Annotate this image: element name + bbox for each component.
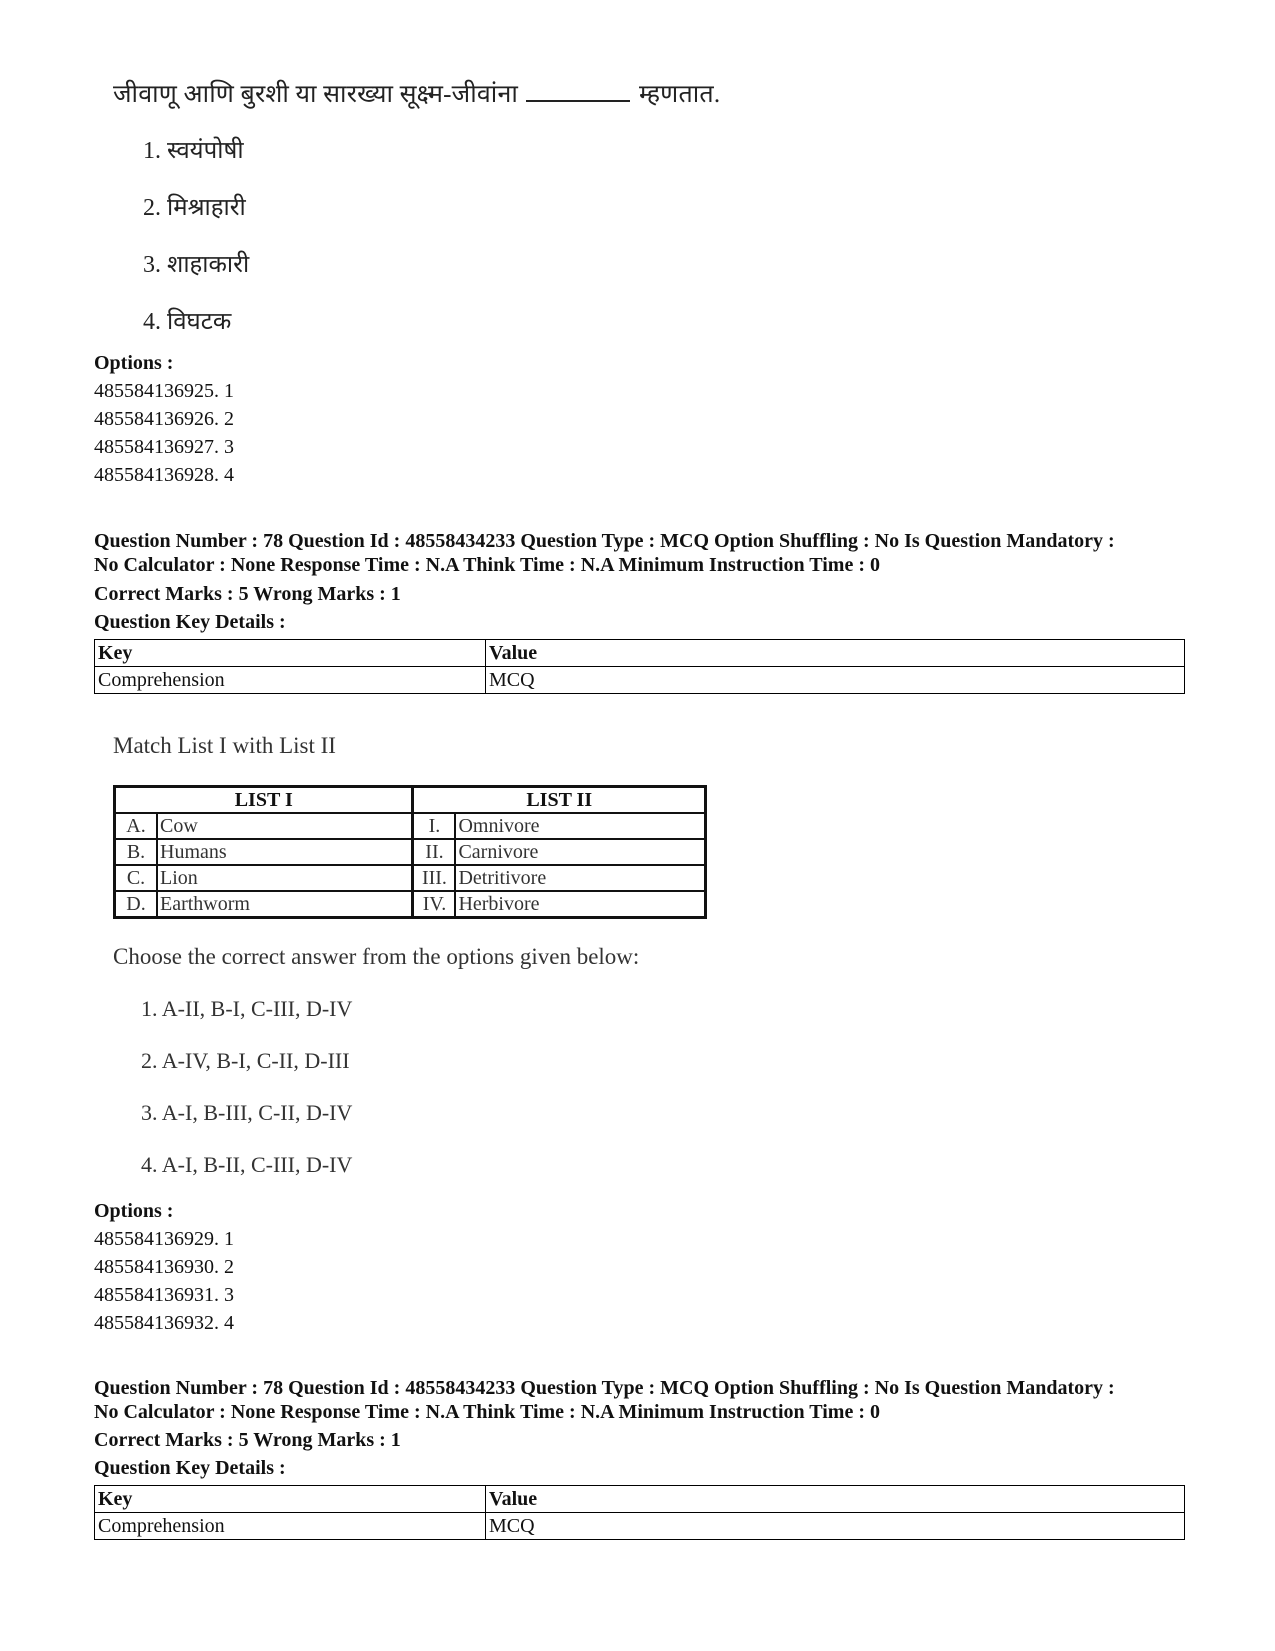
- option-3: 485584136931. 3: [94, 1284, 234, 1306]
- key-details-label: Question Key Details :: [94, 611, 286, 633]
- table-header-value: Value: [486, 1486, 1185, 1513]
- option-4: 485584136932. 4: [94, 1312, 234, 1334]
- table-row: [115, 865, 706, 891]
- table-header-key: Key: [95, 1486, 486, 1513]
- question-text-before: जीवाणू आणि बुरशी या सारख्या सूक्ष्म-जीवांना: [113, 81, 519, 108]
- table-cell-value: MCQ: [486, 667, 1185, 694]
- list-1-letter: A.: [115, 813, 158, 839]
- table-header-row: [95, 1486, 1185, 1513]
- list-1-header: LIST I: [115, 787, 413, 814]
- choice-1: 1. A-II, B-I, C-III, D-IV: [141, 996, 353, 1021]
- list-1-item: Humans: [157, 839, 413, 865]
- list-2-numeral: III.: [413, 865, 456, 891]
- key-details-table: [94, 1485, 1185, 1540]
- list-2-item: Detritivore: [455, 865, 705, 891]
- list-2-item: Omnivore: [455, 813, 705, 839]
- question-meta-line-2: No Calculator : None Response Time : N.A Think Time : N.A Minimum Instruction Time : 0: [94, 554, 880, 576]
- marks-line: Correct Marks : 5 Wrong Marks : 1: [94, 1429, 401, 1451]
- options-label: Options :: [94, 352, 174, 374]
- table-cell-value: MCQ: [486, 1513, 1185, 1540]
- table-header-key: Key: [95, 640, 486, 667]
- key-details-label: Question Key Details :: [94, 1457, 286, 1479]
- answer-blank: [526, 78, 630, 102]
- match-lists-table: [113, 785, 707, 919]
- choice-4: 4. विघटक: [143, 309, 232, 335]
- question-meta: [94, 1376, 1204, 1424]
- table-cell-key: Comprehension: [95, 667, 486, 694]
- list-2-numeral: IV.: [413, 891, 456, 918]
- list-1-letter: D.: [115, 891, 158, 918]
- table-row: [115, 891, 706, 918]
- list-2-item: Carnivore: [455, 839, 705, 865]
- list-2-numeral: II.: [413, 839, 456, 865]
- table-row: [95, 1513, 1185, 1540]
- option-2: 485584136930. 2: [94, 1256, 234, 1278]
- key-details-table: [94, 639, 1185, 694]
- table-cell-key: Comprehension: [95, 1513, 486, 1540]
- marks-line: Correct Marks : 5 Wrong Marks : 1: [94, 583, 401, 605]
- option-4: 485584136928. 4: [94, 464, 234, 486]
- list-1-item: Lion: [157, 865, 413, 891]
- list-1-letter: C.: [115, 865, 158, 891]
- choice-4: 4. A-I, B-II, C-III, D-IV: [141, 1152, 353, 1177]
- table-header-value: Value: [486, 640, 1185, 667]
- list-1-item: Earthworm: [157, 891, 413, 918]
- question-meta-line-2: No Calculator : None Response Time : N.A Think Time : N.A Minimum Instruction Time : 0: [94, 1401, 880, 1423]
- lists-header-row: [115, 787, 706, 814]
- question-text: [113, 76, 720, 110]
- list-2-header: LIST II: [413, 787, 706, 814]
- list-2-numeral: I.: [413, 813, 456, 839]
- option-3: 485584136927. 3: [94, 436, 234, 458]
- question-meta: [94, 529, 1204, 577]
- list-1-letter: B.: [115, 839, 158, 865]
- list-1-item: Cow: [157, 813, 413, 839]
- choice-3: 3. A-I, B-III, C-II, D-IV: [141, 1100, 353, 1125]
- option-1: 485584136925. 1: [94, 380, 234, 402]
- table-row: [115, 839, 706, 865]
- choose-instruction: Choose the correct answer from the options given below:: [113, 944, 640, 969]
- question-text-after: म्हणतात.: [638, 81, 721, 108]
- choice-2: 2. A-IV, B-I, C-II, D-III: [141, 1048, 350, 1073]
- list-2-item: Herbivore: [455, 891, 705, 918]
- table-header-row: [95, 640, 1185, 667]
- options-label: Options :: [94, 1200, 174, 1222]
- question-meta-line-1: Question Number : 78 Question Id : 48558434233 Question Type : MCQ Option Shuffling : No Is Question Mandatory :: [94, 530, 1115, 552]
- choice-1: 1. स्वयंपोषी: [143, 138, 244, 164]
- option-1: 485584136929. 1: [94, 1228, 234, 1250]
- question-meta-line-1: Question Number : 78 Question Id : 48558434233 Question Type : MCQ Option Shuffling : No Is Question Mandatory :: [94, 1377, 1115, 1399]
- table-row: [115, 813, 706, 839]
- option-2: 485584136926. 2: [94, 408, 234, 430]
- choice-2: 2. मिश्राहारी: [143, 195, 246, 221]
- table-row: [95, 667, 1185, 694]
- match-title: Match List I with List II: [113, 733, 336, 758]
- choice-3: 3. शाहाकारी: [143, 252, 250, 278]
